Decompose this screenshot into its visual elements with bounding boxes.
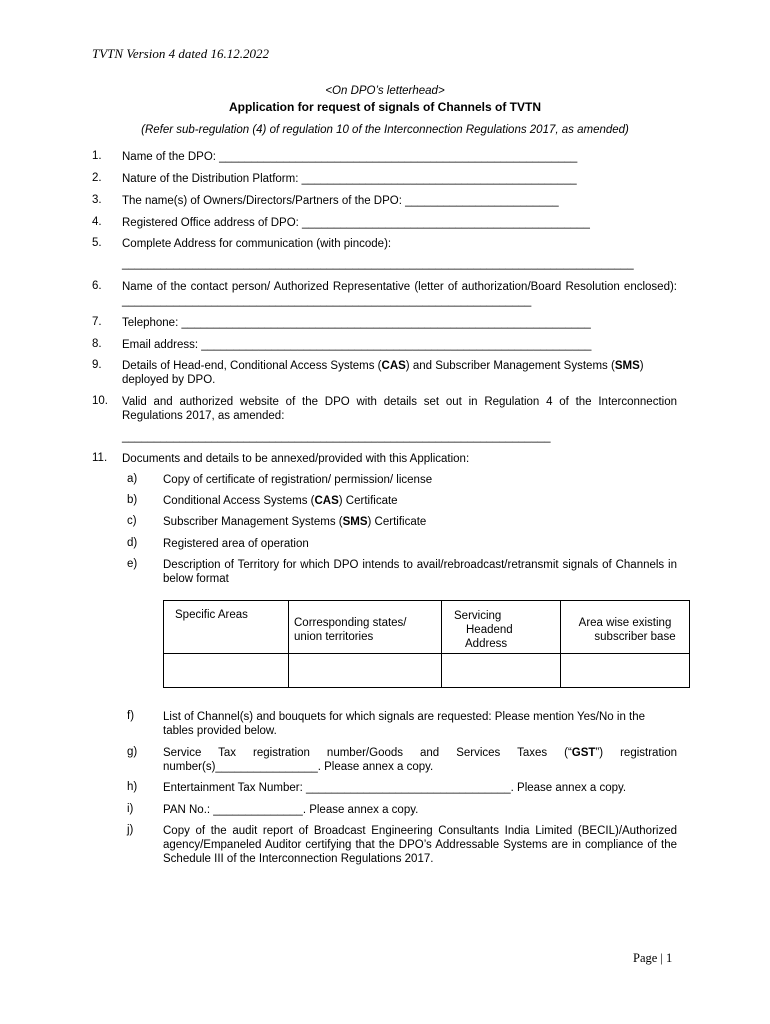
item-number-8: 8.: [92, 338, 102, 350]
page-number: Page | 1: [633, 951, 673, 965]
item-telephone: Telephone: ________________________________________________________________: [122, 317, 591, 329]
item-number-1: 1.: [92, 150, 102, 162]
communication-address-blank: ________________________________________________________________________________: [122, 258, 634, 270]
sub-letter-a: a): [127, 473, 138, 485]
item-email: Email address: _____________________________________________________________: [122, 339, 592, 351]
sub-letter-c: c): [127, 515, 137, 527]
sub-letter-g: g): [127, 746, 138, 758]
item-number-7: 7.: [92, 316, 102, 328]
col-states-line1: Corresponding states/: [294, 617, 407, 629]
version-header: TVTN Version 4 dated 16.12.2022: [92, 46, 269, 61]
cell-specific-areas: [164, 654, 289, 688]
cas-abbrev: CAS: [381, 360, 406, 372]
item-contact-person: Name of the contact person/ Authorized Representative (letter of authorization/Board Resolution enclosed): ________________________________________________________________: [122, 281, 677, 307]
cell-states: [289, 654, 442, 688]
cell-headend-address: [442, 654, 561, 688]
col-subscriber-line1: Area wise existing: [578, 617, 672, 629]
sub-letter-h: h): [127, 781, 138, 793]
item-owners: The name(s) of Owners/Directors/Partners of the DPO: ________________________: [122, 195, 559, 207]
item-number-6: 6.: [92, 280, 102, 292]
sub-item-registered-area: Registered area of operation: [163, 538, 309, 550]
headend-text-pre: Details of Head-end, Conditional Access Systems (: [122, 360, 382, 372]
sub-item-sms-certificate: [163, 515, 677, 529]
item-communication-address: Complete Address for communication (with pincode):: [122, 238, 392, 250]
item-documents: Documents and details to be annexed/provided with this Application:: [122, 453, 470, 465]
item-number-4: 4.: [92, 216, 102, 228]
sub-item-entertainment-tax: Entertainment Tax Number: ________________________________. Please annex a copy.: [163, 782, 627, 794]
headend-text-post: ) deployed by DPO.: [122, 360, 644, 386]
document-title: Application for request of signals of Channels of TVTN: [228, 100, 542, 114]
item-distribution-platform: Nature of the Distribution Platform: ___________________________________________: [122, 173, 577, 185]
item-dpo-name: Name of the DPO: ________________________________________________________: [122, 151, 578, 163]
cas-cert-bold: CAS: [314, 495, 339, 507]
website-blank: ___________________________________________________________________: [122, 431, 551, 443]
cell-subscriber-base: [561, 654, 690, 688]
sub-item-pan: PAN No.: ______________. Please annex a copy.: [163, 804, 419, 816]
sms-cert-pre: Subscriber Management Systems (: [163, 516, 343, 528]
item-number-2: 2.: [92, 172, 102, 184]
sub-letter-d: d): [127, 537, 138, 549]
letterhead-note: <On DPO’s letterhead>: [325, 85, 445, 97]
sub-item-audit-report: Copy of the audit report of Broadcast Engineering Consultants India Limited (BECIL)/Authorized agency/Empaneled Auditor certifying that the DPO’s Addressable Systems are in compliance of the Schedule III of the Interconnection Regulations 2017.: [163, 825, 677, 865]
gst-post: ”) registration number(s)________________. Please annex a copy.: [163, 747, 677, 773]
table-row: [164, 654, 690, 688]
item-number-9: 9.: [92, 359, 102, 371]
gst-pre: Service Tax registration number/Goods and Services Taxes (“: [163, 747, 572, 759]
sub-item-territory: Description of Territory for which DPO intends to avail/rebroadcast/retransmit signals of Channels in below format: [163, 559, 677, 585]
col-states: [289, 601, 442, 654]
sub-letter-j: j): [127, 824, 134, 836]
item-website: Valid and authorized website of the DPO with details set out in Regulation 4 of the Interconnection Regulations 2017, as amended:: [122, 396, 677, 422]
col-headend-line1: Servicing: [454, 610, 502, 622]
col-headend-address: [442, 601, 561, 654]
item-registered-office: Registered Office address of DPO: _____________________________________________: [122, 217, 590, 229]
sub-letter-f: f): [127, 710, 135, 722]
col-subscriber-base: [561, 601, 690, 654]
gst-bold: GST: [571, 747, 596, 759]
sub-item-registration-certificate: Copy of certificate of registration/ permission/ license: [163, 474, 433, 486]
item-number-5: 5.: [92, 237, 102, 249]
sub-item-cas-certificate: [163, 494, 677, 508]
col-subscriber-line2: subscriber base: [594, 631, 676, 643]
sub-letter-b: b): [127, 494, 138, 506]
col-specific-areas: [164, 601, 289, 654]
col-headend-line3: Address: [465, 638, 508, 650]
sms-cert-post: ) Certificate: [367, 516, 427, 528]
cas-cert-post: ) Certificate: [338, 495, 398, 507]
sms-abbrev: SMS: [614, 360, 640, 372]
sub-letter-e: e): [127, 558, 138, 570]
item-number-3: 3.: [92, 194, 102, 206]
item-headend-details: [122, 359, 677, 387]
territory-table: [163, 600, 690, 688]
cas-cert-pre: Conditional Access Systems (: [163, 495, 315, 507]
document-subtitle: (Refer sub-regulation (4) of regulation 10 of the Interconnection Regulations 2017, as amended): [141, 124, 629, 136]
table-header-row: [164, 601, 690, 654]
col-specific-areas-label: Specific Areas: [175, 609, 248, 621]
col-states-line2: union territories: [294, 631, 374, 643]
item-number-11: 11.: [92, 452, 108, 464]
sub-item-channels-list: List of Channel(s) and bouquets for which signals are requested: Please mention Yes/No in the tables provided below.: [163, 711, 646, 737]
headend-text-mid: ) and Subscriber Management Systems (: [405, 360, 615, 372]
item-number-10: 10.: [92, 395, 108, 407]
col-headend-line2: Headend: [466, 624, 513, 636]
sms-cert-bold: SMS: [342, 516, 368, 528]
sub-item-gst: [163, 746, 677, 774]
sub-letter-i: i): [127, 803, 134, 815]
